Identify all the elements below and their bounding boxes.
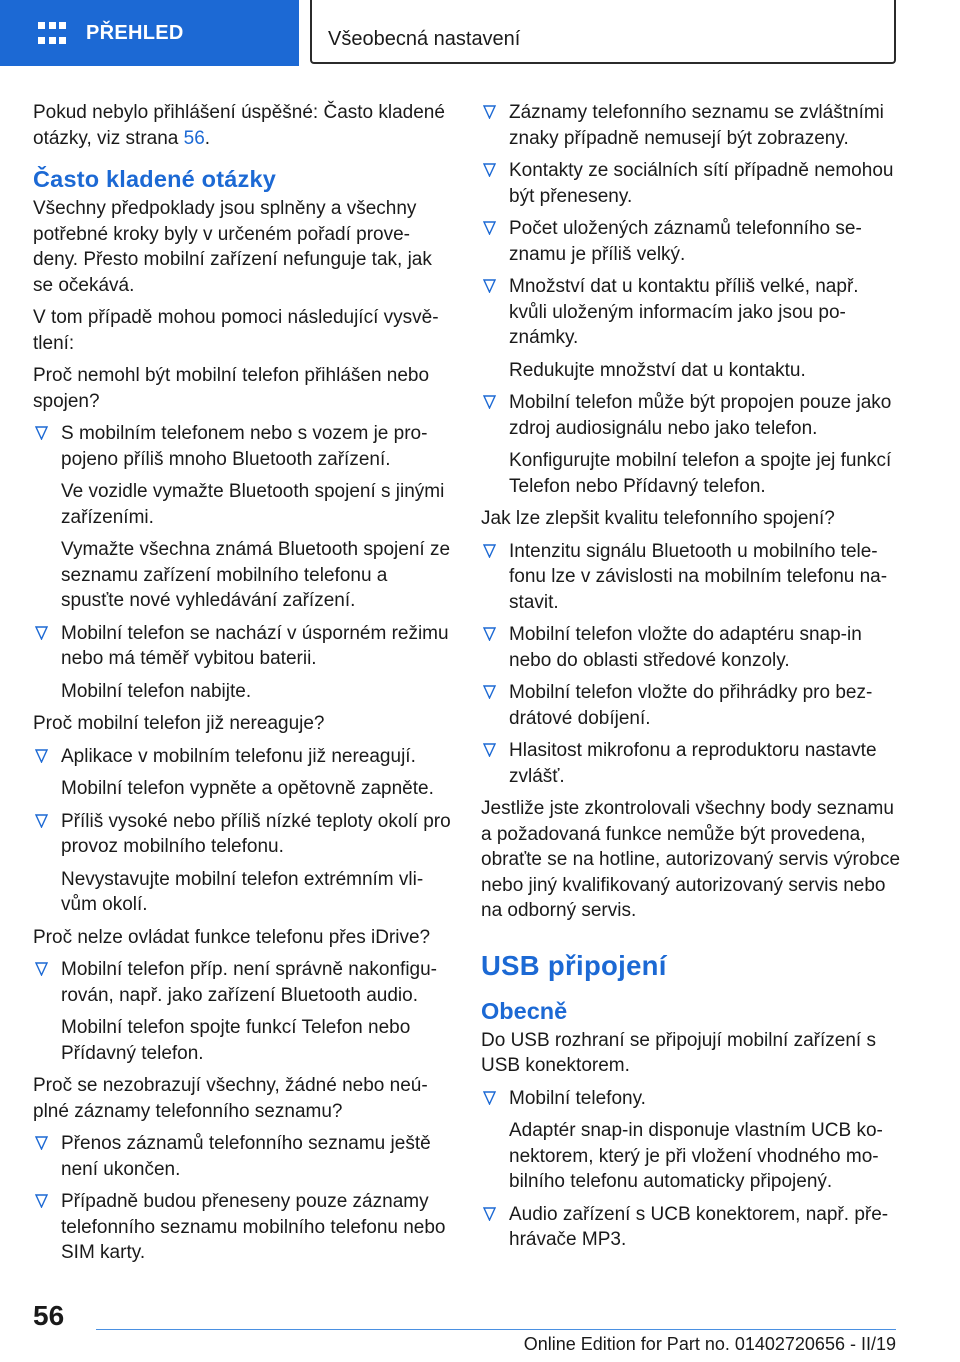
usb-heading: USB připojení bbox=[481, 949, 667, 981]
right-column bbox=[481, 100, 901, 1260]
question: Jak lze zlepšit kvalitu telefonního spojení? bbox=[481, 508, 835, 529]
overview-tab[interactable] bbox=[0, 0, 299, 66]
list-item: Mobilní telefony. bbox=[481, 1086, 901, 1112]
list-item: Přenos záznamů telefonního seznamu ještě není ukončen. bbox=[33, 1131, 453, 1182]
page-link[interactable]: 56 bbox=[183, 127, 205, 149]
faq-paragraph: Všechny předpoklady jsou splněny a všechny potřebné kroky byly v určeném pořadí prove‐deny. Přesto mobilní zařízení nefunguje tak, jak se očekává. bbox=[33, 198, 432, 296]
triangle-bullet-icon bbox=[35, 1136, 48, 1150]
list-item: Mobilní telefon příp. není správně nakonfigu‐rován, např. jako zařízení Bluetooth audio. bbox=[33, 957, 453, 1008]
list-item: Množství dat u kontaktu příliš velké, např. kvůli uloženým informacím jako jsou po‐známky. bbox=[481, 274, 901, 351]
footer-divider bbox=[96, 1329, 896, 1330]
triangle-bullet-icon bbox=[483, 627, 496, 641]
triangle-bullet-icon bbox=[483, 544, 496, 558]
list-item: Případně budou přeneseny pouze záznamy telefonního seznamu mobilního telefonu nebo SIM karty. bbox=[33, 1189, 453, 1266]
list-item: Hlasitost mikrofonu a reproduktoru nastavte zvlášť. bbox=[481, 738, 901, 789]
list-subitem: Mobilní telefon spojte funkcí Telefon nebo Přídavný telefon. bbox=[61, 1017, 411, 1064]
list-item: Příliš vysoké nebo příliš nízké teploty okolí pro provoz mobilního telefonu. bbox=[33, 809, 453, 860]
page-number: 56 bbox=[33, 1300, 65, 1331]
triangle-bullet-icon bbox=[483, 685, 496, 699]
triangle-bullet-icon bbox=[35, 749, 48, 763]
list-item: Mobilní telefon vložte do adaptéru snap-in nebo do oblasti středové konzoly. bbox=[481, 622, 901, 673]
triangle-bullet-icon bbox=[35, 814, 48, 828]
list-item: Aplikace v mobilním telefonu již nereagují. bbox=[33, 744, 453, 770]
triangle-bullet-icon bbox=[483, 1207, 496, 1221]
question: Proč se nezobrazují všechny, žádné nebo neú‐plné záznamy telefonního seznamu? bbox=[33, 1075, 428, 1122]
list-item: Mobilní telefon může být propojen pouze jako zdroj audiosignálu nebo jako telefon. bbox=[481, 390, 901, 441]
triangle-bullet-icon bbox=[483, 1091, 496, 1105]
list-subitem: Mobilní telefon nabijte. bbox=[61, 680, 252, 702]
triangle-bullet-icon bbox=[483, 221, 496, 235]
list-subitem: Ve vozidle vymažte Bluetooth spojení s jinými zařízeními. bbox=[61, 481, 445, 528]
triangle-bullet-icon bbox=[35, 1194, 48, 1208]
list-subitem: Nevystavujte mobilní telefon extrémním vli‐vům okolí. bbox=[61, 868, 424, 915]
list-item: S mobilním telefonem nebo s vozem je pro‐pojeno příliš mnoho Bluetooth zařízení. bbox=[33, 421, 453, 472]
list-subitem: Mobilní telefon vypněte a opětovně zapněte. bbox=[61, 778, 434, 799]
question: Proč mobilní telefon již nereaguje? bbox=[33, 713, 325, 734]
triangle-bullet-icon bbox=[35, 426, 48, 440]
list-item: Kontakty ze sociálních sítí případně nemohou být přeneseny. bbox=[481, 158, 901, 209]
intro-paragraph: Pokud nebylo přihlášení úspěšné: Často kladené otázky, viz strana 56. bbox=[33, 102, 445, 149]
list-item: Mobilní telefon se nachází v úsporném režimu nebo má téměř vybitou baterii. bbox=[33, 621, 453, 672]
question: Proč nemohl být mobilní telefon přihlášen nebo spojen? bbox=[33, 365, 430, 412]
list-subitem: Vymažte všechna známá Bluetooth spojení ze seznamu zařízení mobilního telefonu a spusťte nové vyhledávání zařízení. bbox=[61, 539, 451, 611]
triangle-bullet-icon bbox=[35, 962, 48, 976]
triangle-bullet-icon bbox=[483, 163, 496, 177]
left-column bbox=[33, 100, 453, 1273]
triangle-bullet-icon bbox=[483, 743, 496, 757]
general-heading: Obecně bbox=[481, 997, 568, 1024]
list-subitem: Adaptér snap-in disponuje vlastním UCB ko‐nektorem, který je při vložení vhodného mo‐bilního telefonu automaticky připojený. bbox=[509, 1120, 883, 1192]
list-item: Audio zařízení s UCB konektorem, např. pře‐hrávače MP3. bbox=[481, 1202, 901, 1253]
overview-tab-label: PŘEHLED bbox=[86, 21, 184, 44]
list-item: Záznamy telefonního seznamu se zvláštními znaky případně nemusejí být zobrazeny. bbox=[481, 100, 901, 151]
closing-paragraph: Jestliže jste zkontrolovali všechny body seznamu a požadovaná funkce nemůže být provedena, obraťte se na hotline, autorizovaný servis výrobce nebo jiný kvalifikovaný autorizovaný servis nebo na odborný servis. bbox=[481, 798, 901, 921]
section-title: Všeobecná nastavení bbox=[310, 0, 896, 64]
faq-paragraph: V tom případě mohou pomoci následující vysvě‐tlení: bbox=[33, 307, 439, 354]
list-item: Počet uložených záznamů telefonního se‐znamu je příliš velký. bbox=[481, 216, 901, 267]
usb-paragraph: Do USB rozhraní se připojují mobilní zařízení s USB konektorem. bbox=[481, 1029, 876, 1076]
question: Proč nelze ovládat funkce telefonu přes iDrive? bbox=[33, 926, 431, 948]
triangle-bullet-icon bbox=[483, 279, 496, 293]
triangle-bullet-icon bbox=[483, 395, 496, 409]
list-item: Intenzitu signálu Bluetooth u mobilního tele‐fonu lze v závislosti na mobilním telefonu na‐stavit. bbox=[481, 539, 901, 616]
list-subitem: Redukujte množství dat u kontaktu. bbox=[509, 359, 806, 381]
edition-text: Online Edition for Part no. 01402720656 - II/19 bbox=[523, 1334, 896, 1354]
triangle-bullet-icon bbox=[35, 626, 48, 640]
list-item: Mobilní telefon vložte do přihrádky pro bez‐drátové dobíjení. bbox=[481, 680, 901, 731]
grid-menu-icon bbox=[38, 22, 66, 44]
faq-heading: Často kladené otázky bbox=[33, 166, 277, 192]
triangle-bullet-icon bbox=[483, 105, 496, 119]
list-subitem: Konfigurujte mobilní telefon a spojte jej funkcí Telefon nebo Přídavný telefon. bbox=[509, 450, 892, 497]
